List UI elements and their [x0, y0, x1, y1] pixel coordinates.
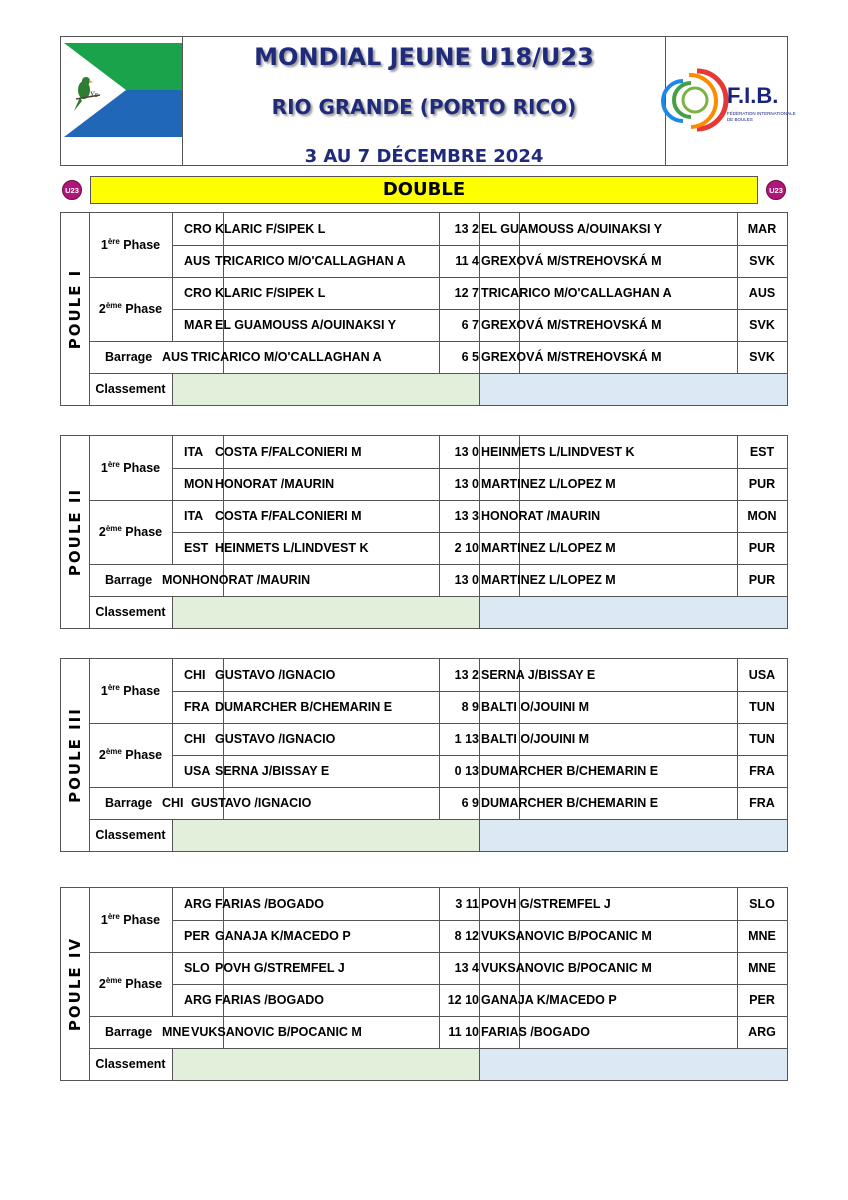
match-winner-nation: FRA	[749, 764, 775, 778]
barrage-left-nation: MNE	[162, 1025, 190, 1039]
match-left-team: GANAJA K/MACEDO P	[215, 929, 351, 943]
match-left-nation: ARG	[184, 897, 212, 911]
flag-box	[61, 37, 183, 165]
match-left-team: HEINMETS L/LINDVEST K	[215, 541, 369, 555]
classement-label: Classement	[95, 605, 166, 619]
match-score: 6 7	[461, 318, 479, 332]
match-score: 8 9	[461, 700, 479, 714]
match-winner-nation: MON	[747, 509, 777, 523]
classement-blue-cell	[479, 1048, 787, 1080]
pool-label: POULE I	[66, 268, 84, 350]
match-right-team: VUKSANOVIC B/POCANIC M	[481, 929, 652, 943]
u23-badge-left: U23	[62, 180, 82, 200]
barrage-label: Barrage	[105, 350, 153, 364]
match-left-nation: MAR	[184, 318, 213, 332]
barrage-left-team: VUKSANOVIC B/POCANIC M	[191, 1025, 362, 1039]
match-left-nation: USA	[184, 764, 211, 778]
svg-text:FÉDÉRATION INTERNATIONALE: FÉDÉRATION INTERNATIONALE	[727, 111, 796, 116]
match-winner-nation: SVK	[749, 350, 775, 364]
match-left-team: EL GUAMOUSS A/OUINAKSI Y	[215, 318, 397, 332]
match-left-team: FARIAS /BOGADO	[215, 897, 325, 911]
svg-text:Ys: Ys	[90, 91, 99, 99]
match-winner-nation: PUR	[748, 541, 776, 555]
phase-2-label: 2ème Phase	[98, 747, 163, 763]
match-score: 12 10	[447, 993, 479, 1007]
match-winner-nation: USA	[748, 668, 776, 682]
match-left-nation: ITA	[184, 509, 204, 523]
match-left-team: GUSTAVO /IGNACIO	[215, 732, 336, 746]
match-left-team: POVH G/STREMFEL J	[215, 961, 345, 975]
match-score: 11 10	[448, 1025, 479, 1039]
match-right-team: MARTINEZ L/LOPEZ M	[481, 573, 616, 587]
match-right-team: MARTINEZ L/LOPEZ M	[481, 541, 616, 555]
svg-text:F.I.B.: F.I.B.	[727, 83, 779, 108]
match-score: 13 4	[454, 961, 479, 975]
match-score: 13 0	[454, 573, 479, 587]
match-left-nation: ARG	[184, 993, 212, 1007]
match-left-nation: AUS	[184, 254, 211, 268]
match-right-team: BALTI O/JOUINI M	[481, 700, 590, 714]
match-score: 13 0	[454, 477, 479, 491]
match-winner-nation: AUS	[748, 286, 776, 300]
match-winner-nation: SVK	[749, 254, 775, 268]
match-score: 6 9	[461, 796, 479, 810]
match-left-team: KLARIC F/SIPEK L	[215, 222, 326, 236]
classement-green-cell	[172, 373, 479, 405]
match-right-team: GREXOVÁ M/STREHOVSKÁ M	[481, 318, 662, 332]
phase-1-label: 1ère Phase	[100, 683, 161, 699]
pool-label-box	[61, 888, 90, 1080]
match-winner-nation: SLO	[749, 897, 775, 911]
match-score: 13 2	[454, 668, 479, 682]
match-right-team: POVH G/STREMFEL J	[481, 897, 611, 911]
match-left-nation: CRO	[184, 286, 212, 300]
match-left-nation: MON	[184, 477, 214, 491]
match-right-team: GREXOVÁ M/STREHOVSKÁ M	[481, 350, 662, 364]
barrage-left-nation: AUS	[162, 350, 189, 364]
classement-blue-cell	[479, 819, 787, 851]
match-score: 13 3	[454, 509, 479, 523]
category-band	[60, 176, 788, 204]
fib-logo-box	[665, 37, 796, 165]
event-dates: 3 AU 7 DÉCEMBRE 2024	[304, 146, 544, 167]
classement-label: Classement	[95, 382, 166, 396]
match-right-team: VUKSANOVIC B/POCANIC M	[481, 961, 652, 975]
page-title: MONDIAL JEUNE U18/U23	[254, 43, 594, 71]
pool-label-box	[61, 213, 90, 405]
match-left-team: COSTA F/FALCONIERI M	[215, 509, 362, 523]
match-right-team: DUMARCHER B/CHEMARIN E	[481, 764, 659, 778]
classement-blue-cell	[479, 373, 787, 405]
match-left-nation: ITA	[184, 445, 204, 459]
match-left-team: SERNA J/BISSAY E	[215, 764, 330, 778]
match-winner-nation: TUN	[749, 732, 775, 746]
classement-green-cell	[172, 596, 479, 628]
barrage-label: Barrage	[105, 573, 153, 587]
classement-green-cell	[172, 1048, 479, 1080]
barrage-left-team: TRICARICO M/O'CALLAGHAN A	[191, 350, 382, 364]
match-winner-nation: MNE	[748, 961, 776, 975]
category-title: DOUBLE	[90, 176, 758, 204]
barrage-left-team: GUSTAVO /IGNACIO	[191, 796, 312, 810]
pool-label: POULE II	[66, 487, 84, 577]
match-winner-nation: SVK	[749, 318, 775, 332]
u23-badge-right: U23	[766, 180, 786, 200]
match-right-team: SERNA J/BISSAY E	[481, 668, 596, 682]
match-score: 0 13	[454, 764, 479, 778]
match-score: 6 5	[461, 350, 479, 364]
match-score: 1 13	[454, 732, 479, 746]
match-left-nation: EST	[184, 541, 209, 555]
event-location: RIO GRANDE (PORTO RICO)	[271, 95, 577, 119]
barrage-label: Barrage	[105, 1025, 153, 1039]
match-left-nation: FRA	[184, 700, 210, 714]
match-left-team: FARIAS /BOGADO	[215, 993, 325, 1007]
match-winner-nation: ARG	[748, 1025, 776, 1039]
match-left-nation: SLO	[184, 961, 210, 975]
match-right-team: MARTINEZ L/LOPEZ M	[481, 477, 616, 491]
phase-2-label: 2ème Phase	[98, 976, 163, 992]
barrage-left-team: HONORAT /MAURIN	[191, 573, 311, 587]
match-right-team: FARIAS /BOGADO	[481, 1025, 591, 1039]
match-left-nation: CRO	[184, 222, 212, 236]
phase-1-label: 1ère Phase	[100, 237, 161, 253]
match-left-nation: CHI	[184, 668, 206, 682]
match-left-team: TRICARICO M/O'CALLAGHAN A	[215, 254, 406, 268]
pool-table	[60, 435, 788, 629]
pool-label-box	[61, 436, 90, 628]
match-score: 11 4	[455, 254, 479, 268]
match-score: 2 10	[454, 541, 479, 555]
barrage-label: Barrage	[105, 796, 153, 810]
pool-label: POULE IV	[66, 936, 84, 1032]
pool-label: POULE III	[66, 707, 84, 803]
phase-2-label: 2ème Phase	[98, 301, 163, 317]
match-right-team: EL GUAMOUSS A/OUINAKSI Y	[481, 222, 663, 236]
match-right-team: TRICARICO M/O'CALLAGHAN A	[481, 286, 672, 300]
match-left-nation: CHI	[184, 732, 206, 746]
match-winner-nation: PUR	[748, 573, 776, 587]
svg-text:DE BOULES: DE BOULES	[727, 117, 753, 122]
match-right-team: DUMARCHER B/CHEMARIN E	[481, 796, 659, 810]
match-left-team: KLARIC F/SIPEK L	[215, 286, 326, 300]
match-winner-nation: PUR	[748, 477, 776, 491]
match-winner-nation: PER	[749, 993, 775, 1007]
match-winner-nation: MNE	[748, 929, 776, 943]
classement-blue-cell	[479, 596, 787, 628]
match-left-nation: PER	[184, 929, 210, 943]
document-header	[60, 36, 796, 167]
phase-1-label: 1ère Phase	[100, 460, 161, 476]
match-score: 13 2	[454, 222, 479, 236]
pool-label-box	[61, 659, 90, 851]
match-left-team: COSTA F/FALCONIERI M	[215, 445, 362, 459]
match-right-team: HEINMETS L/LINDVEST K	[481, 445, 635, 459]
pool-table	[60, 212, 788, 406]
pool-table	[60, 887, 788, 1081]
match-winner-nation: MAR	[747, 222, 777, 236]
phase-2-label: 2ème Phase	[98, 524, 163, 540]
match-left-team: DUMARCHER B/CHEMARIN E	[215, 700, 393, 714]
match-right-team: HONORAT /MAURIN	[481, 509, 601, 523]
barrage-left-nation: CHI	[162, 796, 184, 810]
match-winner-nation: FRA	[749, 796, 775, 810]
match-right-team: GANAJA K/MACEDO P	[481, 993, 617, 1007]
match-score: 3 11	[455, 897, 479, 911]
pool-table	[60, 658, 788, 852]
flag-icon	[64, 43, 182, 137]
match-right-team: GREXOVÁ M/STREHOVSKÁ M	[481, 254, 662, 268]
phase-1-label: 1ère Phase	[100, 912, 161, 928]
match-left-team: GUSTAVO /IGNACIO	[215, 668, 336, 682]
classement-green-cell	[172, 819, 479, 851]
match-winner-nation: EST	[749, 445, 775, 459]
classement-label: Classement	[95, 828, 166, 842]
match-score: 12 7	[454, 286, 479, 300]
match-score: 13 0	[454, 445, 479, 459]
match-score: 8 12	[454, 929, 479, 943]
barrage-left-nation: MON	[162, 573, 192, 587]
fib-logo-icon	[669, 67, 796, 137]
match-winner-nation: TUN	[749, 700, 775, 714]
match-left-team: HONORAT /MAURIN	[215, 477, 335, 491]
classement-label: Classement	[95, 1057, 166, 1071]
match-right-team: BALTI O/JOUINI M	[481, 732, 590, 746]
